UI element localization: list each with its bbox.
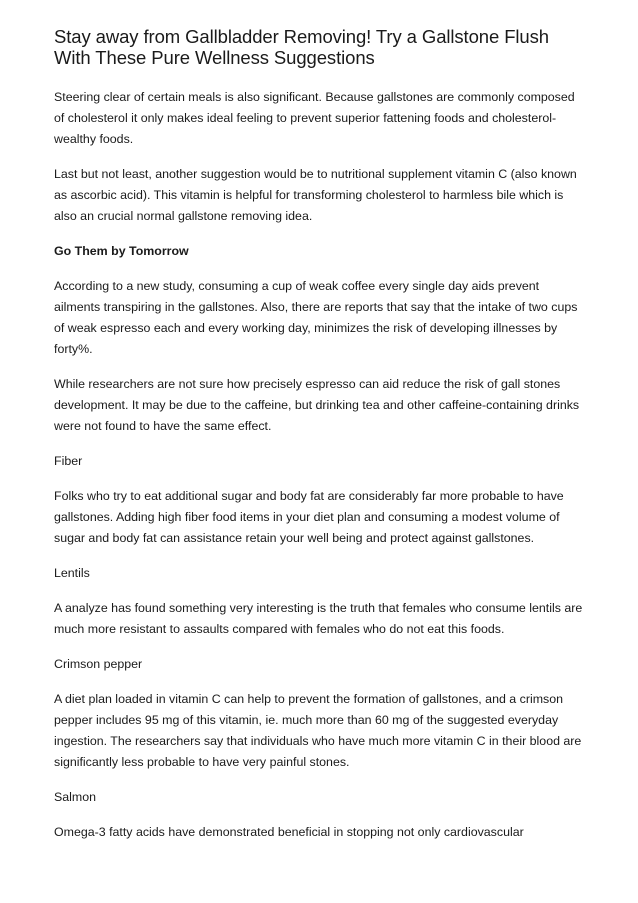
paragraph-vitamin-c: Last but not least, another suggestion would be to nutritional supplement vitamin C (also known as ascorbic acid). This vitamin is helpful for transforming cholesterol to harmless bile which is also an crucial normal gallstone removing idea. (54, 167, 577, 223)
document-page (54, 26, 584, 857)
section-heading-go-them: Go Them by Tomorrow (54, 244, 189, 258)
paragraph-lentils: A analyze has found something very interesting is the truth that females who consume lentils are much more resistant to assaults compared with females who do not eat this foods. (54, 601, 583, 636)
paragraph-avoid-fatty-foods: Steering clear of certain meals is also significant. Because gallstones are commonly composed of cholesterol it only makes ideal feeling to prevent superior fattening foods and cholesterol-wealthy foods. (54, 90, 575, 146)
section-heading-salmon: Salmon (54, 790, 97, 804)
section-heading-crimson-pepper: Crimson pepper (54, 657, 143, 671)
document-title: Stay away from Gallbladder Removing! Try a Gallstone Flush With These Pure Wellness Suggestions (54, 26, 549, 68)
paragraph-omega-3: Omega-3 fatty acids have demonstrated beneficial in stopping not only cardiovascular (54, 825, 524, 839)
section-heading-lentils: Lentils (54, 566, 90, 580)
paragraph-coffee-study: According to a new study, consuming a cup of weak coffee every single day aids prevent ailments transpiring in the gallstones. Also, there are reports that say that the intake of two cups of weak espresso each and every working day, minimizes the risk of developing illnesses by forty%. (54, 279, 578, 356)
paragraph-crimson-pepper: A diet plan loaded in vitamin C can help to prevent the formation of gallstones, and a crimson pepper includes 95 mg of this vitamin, ie. much more than 60 mg of the suggested everyday ingestion. The researchers say that individuals who have much more vitamin C in their blood are significantly less probable to have very painful stones. (54, 692, 582, 769)
paragraph-fiber: Folks who try to eat additional sugar and body fat are considerably far more probable to have gallstones. Adding high fiber food items in your diet plan and consuming a modest volume of sugar and body fat can assistance retain your well being and protect against gallstones. (54, 489, 564, 545)
paragraph-espresso-researchers: While researchers are not sure how precisely espresso can aid reduce the risk of gall stones development. It may be due to the caffeine, but drinking tea and other caffeine-containing drinks were not found to have the same effect. (54, 377, 580, 433)
section-heading-fiber: Fiber (54, 454, 83, 468)
